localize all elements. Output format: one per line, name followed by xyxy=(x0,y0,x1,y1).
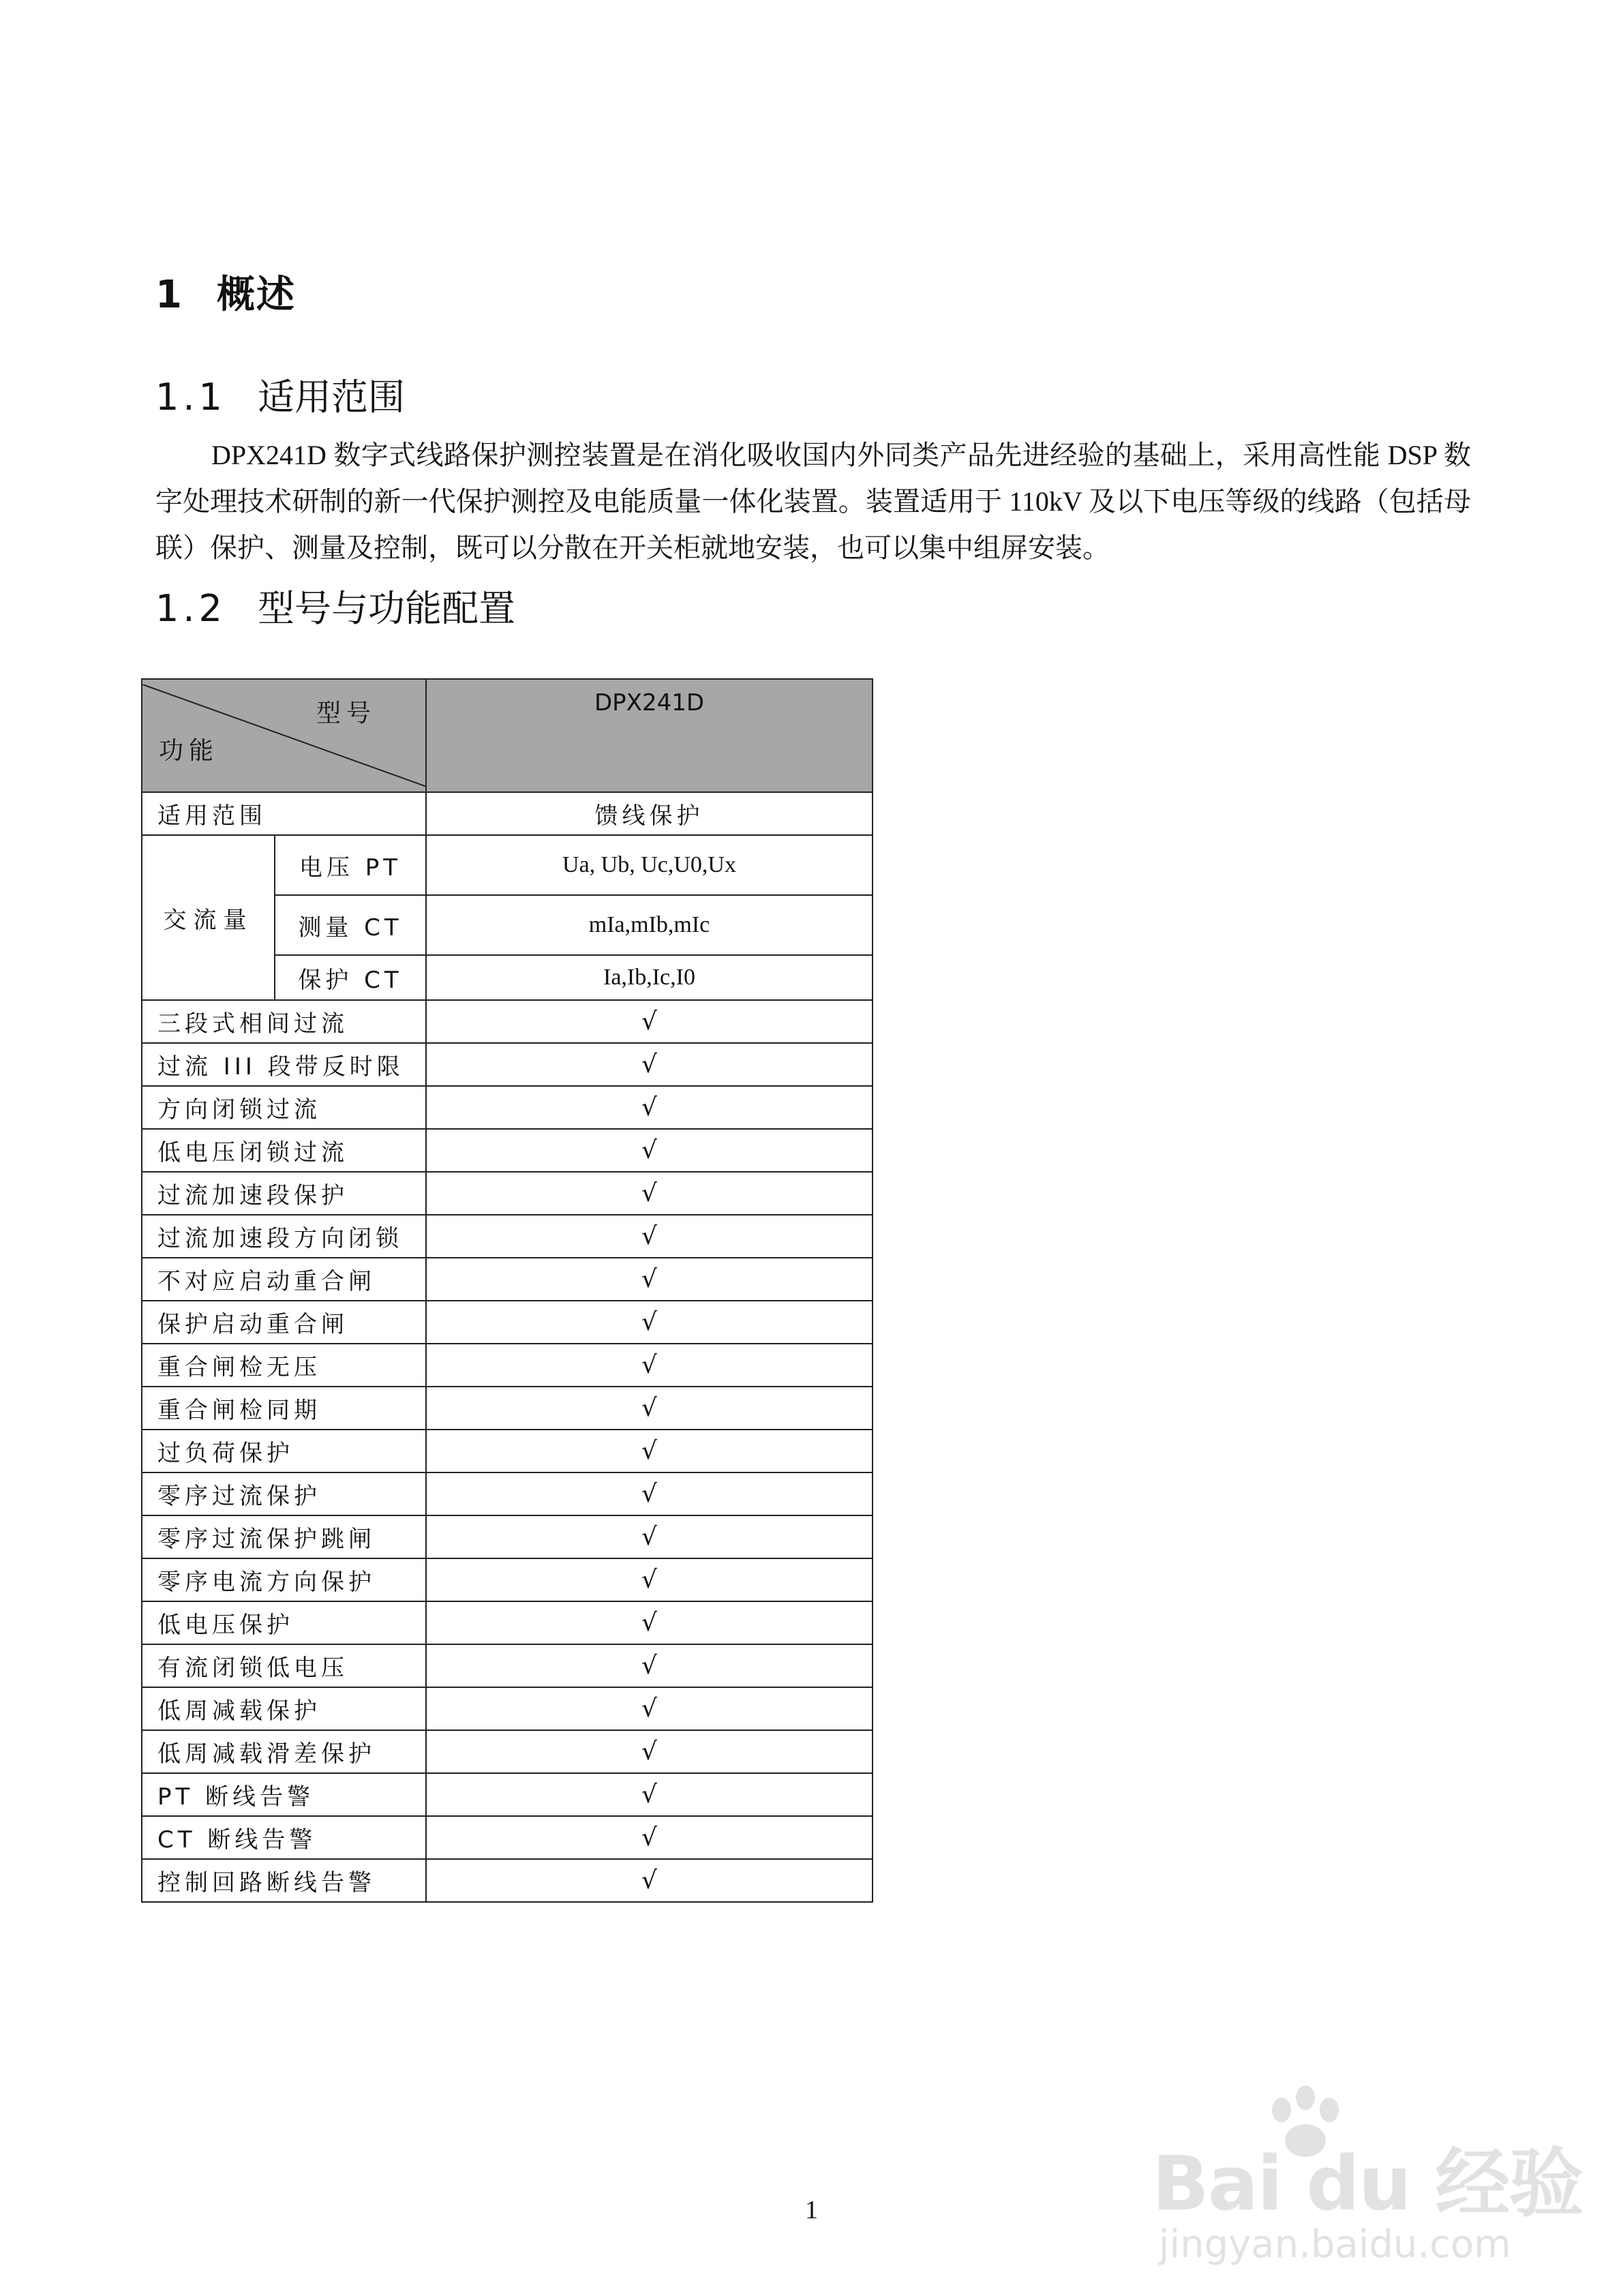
scope-label: 适用范围 xyxy=(142,792,426,835)
intro-paragraph xyxy=(155,432,1471,571)
check-mark: √ xyxy=(426,1301,873,1344)
scope-value: 馈线保护 xyxy=(426,792,873,835)
function-label: 不对应启动重合闸 xyxy=(142,1258,426,1301)
function-label: 低周减载保护 xyxy=(142,1687,426,1730)
check-mark: √ xyxy=(426,1172,873,1215)
subsection-title: 型号与功能配置 xyxy=(258,587,515,630)
function-row xyxy=(142,1558,873,1601)
check-mark: √ xyxy=(426,1387,873,1430)
corner-function-label: 功能 xyxy=(159,737,219,765)
function-label: 三段式相间过流 xyxy=(142,1000,426,1043)
check-mark: √ xyxy=(426,1344,873,1387)
function-row xyxy=(142,1773,873,1816)
function-label: 低电压保护 xyxy=(142,1601,426,1644)
section-title: 概述 xyxy=(217,273,296,317)
check-mark: √ xyxy=(426,1859,873,1902)
subsection-heading-scope xyxy=(155,368,405,421)
function-label: 零序电流方向保护 xyxy=(142,1558,426,1601)
function-row xyxy=(142,1344,873,1387)
model-name-cell: DPX241D xyxy=(426,679,873,792)
ac-row-label: 电压 PT xyxy=(275,835,426,895)
function-row xyxy=(142,1215,873,1258)
header-corner-cell xyxy=(142,679,426,792)
function-row xyxy=(142,1430,873,1472)
section-number: 1 xyxy=(155,273,183,317)
function-label: 重合闸检无压 xyxy=(142,1344,426,1387)
function-label: 保护启动重合闸 xyxy=(142,1301,426,1344)
check-mark: √ xyxy=(426,1043,873,1086)
function-row xyxy=(142,1730,873,1773)
check-mark: √ xyxy=(426,1215,873,1258)
function-row xyxy=(142,1601,873,1644)
function-label: 重合闸检同期 xyxy=(142,1387,426,1430)
subsection-title: 适用范围 xyxy=(258,376,405,419)
function-label: 过流 III 段带反时限 xyxy=(142,1043,426,1086)
function-row xyxy=(142,1043,873,1086)
function-label: 过负荷保护 xyxy=(142,1430,426,1472)
function-row xyxy=(142,1301,873,1344)
table-row xyxy=(142,792,873,835)
function-label: 过流加速段保护 xyxy=(142,1172,426,1215)
function-label: 零序过流保护跳闸 xyxy=(142,1515,426,1558)
table-header-row xyxy=(142,679,873,792)
function-row xyxy=(142,1172,873,1215)
check-mark: √ xyxy=(426,1086,873,1129)
function-label: PT 断线告警 xyxy=(142,1773,426,1816)
ac-row-value: mIa,mIb,mIc xyxy=(426,895,873,955)
corner-model-label: 型号 xyxy=(316,699,376,727)
section-heading xyxy=(155,265,296,319)
function-label: 有流闭锁低电压 xyxy=(142,1644,426,1687)
function-row xyxy=(142,1816,873,1859)
function-label: 低周减载滑差保护 xyxy=(142,1730,426,1773)
ac-row-value: Ua, Ub, Uc,U0,Ux xyxy=(426,835,873,895)
function-label: 零序过流保护 xyxy=(142,1472,426,1515)
check-mark: √ xyxy=(426,1816,873,1859)
ac-row-label: 保护 CT xyxy=(275,955,426,1000)
function-row xyxy=(142,1086,873,1129)
function-row xyxy=(142,1000,873,1043)
check-mark: √ xyxy=(426,1000,873,1043)
check-mark: √ xyxy=(426,1129,873,1172)
check-mark: √ xyxy=(426,1258,873,1301)
function-label: CT 断线告警 xyxy=(142,1816,426,1859)
ac-quantity-label: 交流量 xyxy=(142,835,275,1000)
function-row xyxy=(142,1258,873,1301)
baidu-jingyan-watermark xyxy=(1152,2083,1583,2274)
check-mark: √ xyxy=(426,1687,873,1730)
intro-text: DPX241D 数字式线路保护测控装置是在消化吸收国内外同类产品先进经验的基础上，采用高性能 DSP 数字处理技术研制的新一代保护测控及电能质量一体化装置。装置适用于 110kV 及以下电压等级的线路（包括母联）保护、测量及控制，既可以分散在开关柜就地安装，也可以集中组屏安装。 xyxy=(155,440,1471,563)
function-row xyxy=(142,1644,873,1687)
function-label: 控制回路断线告警 xyxy=(142,1859,426,1902)
check-mark: √ xyxy=(426,1773,873,1816)
ac-row-label: 测量 CT xyxy=(275,895,426,955)
function-config-table xyxy=(141,678,873,1903)
watermark-url: jingyan.baidu.com xyxy=(1159,2222,1511,2267)
subsection-number: 1.1 xyxy=(155,376,226,419)
function-label: 低电压闭锁过流 xyxy=(142,1129,426,1172)
function-row xyxy=(142,1687,873,1730)
subsection-number: 1.2 xyxy=(155,587,226,630)
function-label: 方向闭锁过流 xyxy=(142,1086,426,1129)
watermark-logo: Bai du 经验 xyxy=(1152,2140,1583,2227)
function-row xyxy=(142,1472,873,1515)
check-mark: √ xyxy=(426,1515,873,1558)
subsection-heading-model xyxy=(155,579,515,632)
check-mark: √ xyxy=(426,1644,873,1687)
ac-row-value: Ia,Ib,Ic,I0 xyxy=(426,955,873,1000)
table-row xyxy=(142,835,873,895)
function-row xyxy=(142,1387,873,1430)
page-number: 1 xyxy=(805,2196,818,2224)
check-mark: √ xyxy=(426,1730,873,1773)
function-row xyxy=(142,1129,873,1172)
check-mark: √ xyxy=(426,1430,873,1472)
check-mark: √ xyxy=(426,1558,873,1601)
function-row xyxy=(142,1859,873,1902)
function-label: 过流加速段方向闭锁 xyxy=(142,1215,426,1258)
check-mark: √ xyxy=(426,1472,873,1515)
check-mark: √ xyxy=(426,1601,873,1644)
function-row xyxy=(142,1515,873,1558)
